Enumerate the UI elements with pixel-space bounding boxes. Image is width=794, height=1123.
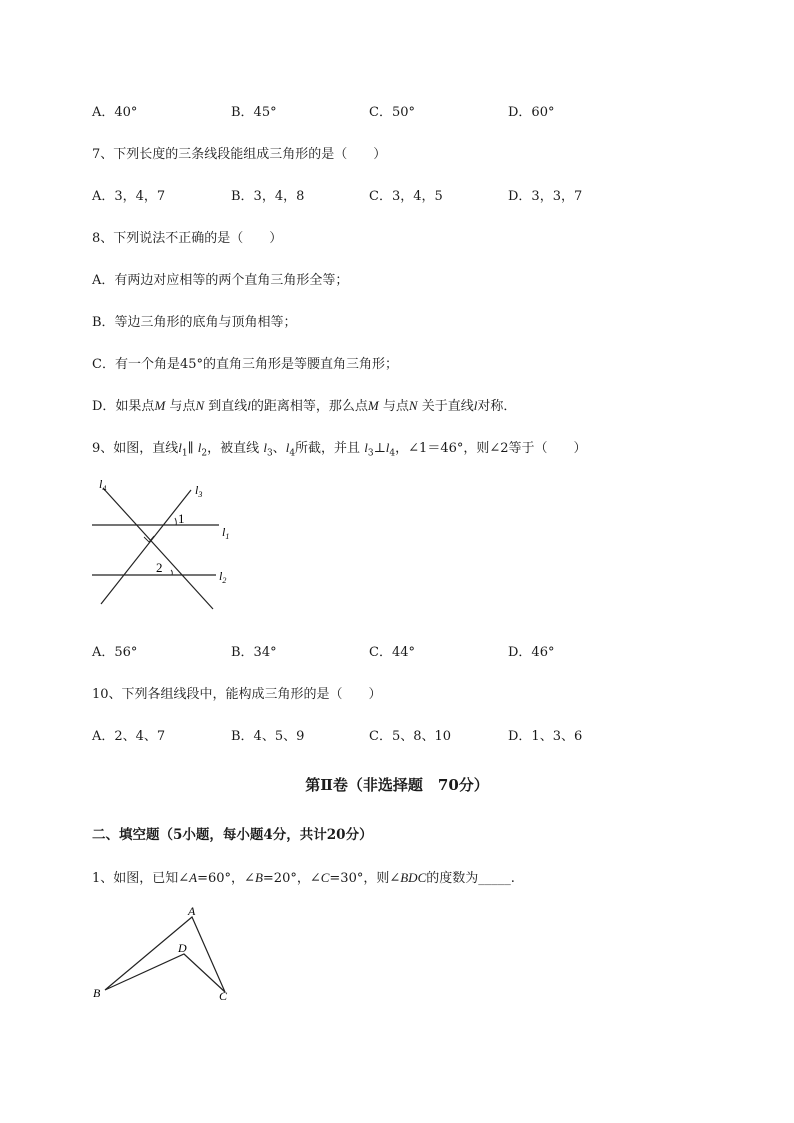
q8-option-b[interactable]: B．等边三角形的底角与顶角相等； [92, 315, 297, 330]
q7-option-c[interactable]: C．3，4，5 [369, 189, 443, 204]
q9-option-b[interactable]: B．34° [231, 645, 277, 660]
fill1-figure [85, 900, 245, 1010]
q7-stem: 7、下列长度的三条线段能组成三角形的是（ ） [92, 147, 387, 162]
fill1-text: =60°，∠ [197, 871, 255, 886]
fill1-text: 1、如图，已知∠ [92, 871, 190, 886]
q8-d-text: 的距离相等，那么点 [250, 399, 368, 414]
q9-var: l [263, 440, 267, 455]
q6-option-a[interactable]: A．40° [92, 105, 138, 120]
q6-option-d[interactable]: D．60° [508, 105, 555, 120]
q9-stem-text: ，∠1＝46°，则∠2等于（ ） [395, 441, 587, 456]
q8-d-text: 到直线 [208, 399, 248, 414]
label-angle-2: 2 [156, 560, 163, 575]
q10-option-c[interactable]: C．5、8、10 [369, 729, 452, 744]
label-a: A [188, 904, 196, 918]
q9-option-d[interactable]: D．46° [508, 645, 555, 660]
fill1-var: A [189, 870, 198, 885]
q10-option-a[interactable]: A．2、4、7 [92, 729, 166, 744]
angle-2-arc [171, 570, 172, 575]
q9-sub: 2 [201, 448, 208, 459]
q10-stem: 10、下列各组线段中，能构成三角形的是（ ） [92, 687, 382, 702]
q9-sub: 3 [367, 448, 374, 459]
q9-var: l [285, 440, 290, 455]
q8-d-text: 与点 [169, 399, 196, 414]
label-l4: $l_4$ [99, 477, 107, 493]
q7-option-b[interactable]: B．3，4，8 [231, 189, 305, 204]
q10-option-b[interactable]: B．4、5、9 [231, 729, 305, 744]
q8-stem: 8、下列说法不正确的是（ ） [92, 231, 283, 246]
q9-sub: 4 [289, 448, 296, 459]
q9-stem-text: 、 [272, 441, 286, 456]
section-2-title: 第Ⅱ卷（非选择题 70分） [305, 776, 489, 794]
label-c: C [219, 989, 228, 1003]
fill-in-section-title: 二、填空题（5小题，每小题4分，共计20分） [92, 827, 373, 843]
concave-quadrilateral [105, 917, 225, 992]
q8-d-var-m: M [154, 398, 166, 413]
q9-sub: 3 [266, 448, 273, 459]
angle-1-arc [175, 518, 176, 525]
q9-var: l [178, 440, 182, 455]
fill1-text: 的度数为_____. [426, 871, 515, 886]
q9-sub: 1 [181, 448, 188, 459]
q9-figure [85, 472, 255, 620]
label-l2: $l_2$ [219, 569, 227, 585]
fill1-text: =30°，则∠ [329, 871, 401, 886]
q9-option-c[interactable]: C．44° [369, 645, 415, 660]
q8-option-d[interactable] [92, 395, 516, 414]
label-l1: $l_1$ [222, 525, 230, 541]
q9-var: l [197, 440, 202, 455]
q8-d-var-l: l [247, 398, 251, 413]
q8-d-var-n: N [408, 398, 418, 413]
fill1-stem [92, 867, 515, 886]
q9-var: l [385, 440, 390, 455]
q6-option-c[interactable]: C．50° [369, 105, 415, 120]
q8-option-c[interactable]: C．有一个角是45°的直角三角形是等腰直角三角形； [92, 357, 398, 372]
fill1-text: =20°，∠ [262, 871, 321, 886]
q6-option-b[interactable]: B．45° [231, 105, 277, 120]
q9-var: l [364, 440, 368, 455]
q8-d-var-l: l [473, 398, 478, 413]
label-angle-1: 1 [178, 511, 185, 526]
q9-perp-symbol: ⊥ [373, 441, 386, 456]
q9-stem-text: 所截，并且 [295, 441, 361, 456]
fill1-var: B [254, 870, 263, 885]
q8-d-var-n: N [195, 398, 205, 413]
q8-d-text: 关于直线 [421, 399, 474, 414]
q9-sub: 4 [389, 448, 396, 459]
q8-d-text: 对称． [477, 399, 517, 414]
q9-stem [92, 437, 587, 459]
q9-parallel-symbol: ∥ [187, 441, 194, 456]
label-l3: $l_3$ [195, 483, 203, 499]
label-d: D [178, 941, 187, 955]
q8-option-a[interactable]: A．有两边对应相等的两个直角三角形全等； [92, 273, 349, 288]
q7-option-d[interactable]: D．3，3，7 [508, 189, 583, 204]
line-l3 [101, 490, 191, 604]
fill1-var: BDC [400, 870, 427, 885]
q8-d-var-m: M [367, 398, 379, 413]
q9-stem-text: 9、如图，直线 [92, 441, 179, 456]
fill1-var: C [320, 870, 330, 885]
q9-option-a[interactable]: A．56° [92, 645, 138, 660]
q8-d-text: 与点 [382, 399, 409, 414]
label-b: B [93, 986, 101, 1000]
q10-option-d[interactable]: D．1、3、6 [508, 729, 583, 744]
q7-option-a[interactable]: A．3，4，7 [92, 189, 166, 204]
line-l4 [103, 488, 213, 609]
q8-d-text: D．如果点 [92, 399, 155, 414]
q9-stem-text: ，被直线 [207, 441, 260, 456]
